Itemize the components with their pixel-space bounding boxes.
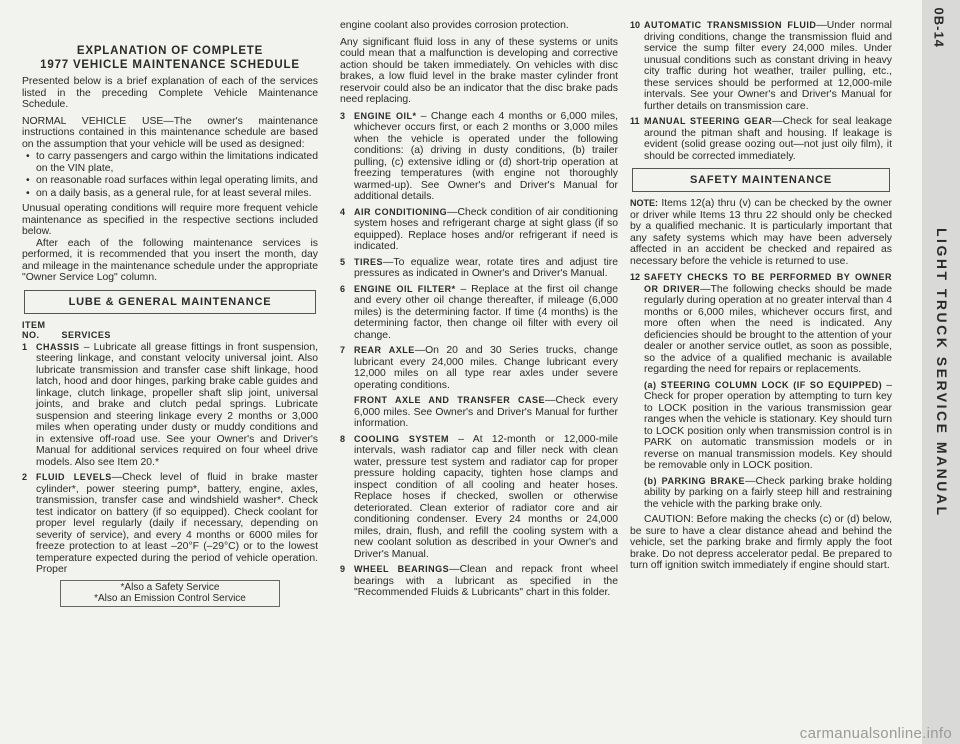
service-item-12 <box>630 272 892 376</box>
fluid-loss-paragraph: Any significant fluid loss in any of these systems or units could mean that a malfunction is developing and corrective action should be taken immediately. On vehicles with disc brakes, a low fluid level in the brake master cylinder front reservoir could also be an indicator that the disc brake pads need replacing. <box>340 36 618 105</box>
coolant-continuation: engine coolant also provides corrosion protection. <box>340 20 569 31</box>
item-text: —Check for seal leakage around the pitman shaft and housing. If leakage is evident (solid grease oozing out—not just oily film), it should be corrected immediately. <box>644 116 892 162</box>
item-number: 2 <box>22 472 28 482</box>
item-text: —To equalize wear, rotate tires and adjust tire pressures as indicated in Owner's and Driver's Manual. <box>354 256 618 279</box>
normal-use-paragraph: NORMAL VEHICLE USE—The owner's maintenance instructions contained in this maintenance schedule are based on the assumption that your vehicle will be used as designed: <box>22 115 318 150</box>
item-number: 7 <box>340 345 346 355</box>
item-text: —Check every 6,000 miles. See Owner's and Driver's Manual for further information. <box>354 395 618 429</box>
sub-item-keyword: (a) STEERING COLUMN LOCK (IF SO EQUIPPED) <box>644 379 883 390</box>
page-title <box>22 44 318 72</box>
table-column-headers <box>22 320 318 340</box>
sub-item-text: —Check parking brake holding ability by parking on a fairly steep hill and restraining the vehicle with the parking brake only. <box>644 475 892 510</box>
item-number: 10 <box>630 20 641 30</box>
column-right <box>630 20 892 577</box>
service-item-5 <box>340 257 618 280</box>
list-item: • to carry passengers and cargo within the limitations indicated on the VIN plate, <box>36 151 318 174</box>
column-header-item: ITEM <box>22 319 46 330</box>
note-label: NOTE: <box>630 198 658 208</box>
page-title-line2: 1977 VEHICLE MAINTENANCE SCHEDULE <box>40 59 300 71</box>
item-number: 11 <box>630 116 640 126</box>
item-text: —The following checks should be made regularly during operation at no greater interval than 4 months or 6,000 miles, whichever occurs first, and more often when the need is indicated. Any deficiencies should be brought to the attention of your dealer or another service outlet, as soon as possible, so the advice of a qualified mechanic is available regarding the need for repairs or replacements. <box>644 283 893 375</box>
item-text: —Clean and repack front wheel bearings with a lubricant as specified in the "Recommended Fluids & Lubricants" chart in this folder. <box>354 564 618 598</box>
footnote-box <box>60 580 280 607</box>
item-keyword: CHASSIS <box>36 341 80 352</box>
service-item-9 <box>340 564 618 599</box>
item-text: – Change each 4 months or 6,000 miles, whichever occurs first, or each 2 months or 3,000 miles when the vehicle is operated under the following conditions: (a) driving in dusty conditions, (b) trailer pulling, (c) extensive idling or (d) short-trip operation at freezing temperatures (with engine not thoroughly warmed-up). See Owner's and Driver's Manual for additional details. <box>354 110 618 202</box>
item-text: – Lubricate all grease fittings in front suspension, steering linkage, and constant velocity universal joint. Also lubricate transmission and transfer case shift linkage, hood latch, hood and door hinges, parking brake cable guides and linkage, clutch linkage, propeller shaft slip joint, universal joints, and brake and clutch pedal springs. Lubricate suspension and steering linkage every 2 months or 3,000 miles when operating under dusty or muddy conditions and in extensive off-road use. See your Owner's and Driver's Manual for additional services required on four wheel drive models. Also see Item 20.* <box>36 341 318 468</box>
service-item-7 <box>340 345 618 391</box>
service-item-7-front-axle <box>340 395 618 430</box>
service-item-11 <box>630 116 892 162</box>
service-item-10 <box>630 20 892 112</box>
service-item-3 <box>340 111 618 203</box>
item-keyword: AIR CONDITIONING <box>354 206 448 217</box>
item-keyword: FLUID LEVELS <box>36 472 112 482</box>
item-keyword: ENGINE OIL* <box>354 110 417 121</box>
service-item-2 <box>22 472 318 576</box>
item-text: —On 20 and 30 Series trucks, change lubricant every 24,000 miles. Change lubricant every 12,000 miles on all type rear axles under severe operating conditions. <box>354 345 619 391</box>
column-header-services: SERVICES <box>61 329 111 340</box>
item-text: – At 12-month or 12,000-mile intervals, wash radiator cap and filler neck with clean water, pressure test system and radiator cap for proper pressure holding capacity, tighten hose clamps and inspect condition of all cooling and heater hoses. Replace hoses if checked, swollen or otherwise deteriorated. Clean exterior of radiator core and air conditioning condenser. Every 24 months or 24,000 miles, drain, flush, and refill the cooling system with a new coolant solution as described in your Owner's and Driver's Manual. <box>354 433 618 560</box>
list-item: • on reasonable road surfaces within legal operating limits, and <box>36 175 318 187</box>
intro-paragraph: Presented below is a brief explanation of each of the services listed in the preceding Complete Vehicle Maintenance Schedule. <box>22 76 318 110</box>
item-number: 1 <box>22 341 28 352</box>
watermark: carmanualsonline.info <box>799 725 952 742</box>
item-keyword: AUTOMATIC TRANSMISSION FLUID <box>644 20 817 30</box>
service-item-4 <box>340 207 618 253</box>
list-item: • on a daily basis, as a general rule, for at least several miles. <box>36 188 318 200</box>
service-log-paragraph: After each of the following maintenance services is performed, it is recommended that you insert the month, day and mileage in the maintenance schedule under the appropriate "Owner Service Log" column. <box>22 237 318 283</box>
caution-paragraph: CAUTION: Before making the checks (c) or (d) below, be sure to have a clear distance ahead and behind the vehicle, set the parking brake and firmly apply the foot brake. Do not depress accelerator pedal. Be prepared to turn off ignition switch immediately if engine should start. <box>630 514 892 571</box>
item-text: —Check level of fluid in brake master cylinder*, power steering pump*, battery, engine, axles, transmission, transfer case and windshield washer*. Check test indicator on battery (if so equipped). Check coolant for proper level regularly (daily if necessary, depending on severity of service), and every 4 months or 6000 miles for freeze protection to at least –20°F (–29°C) or to the lowest temperature expected during the period of vehicle operation. Proper <box>36 472 318 575</box>
item-keyword: MANUAL STEERING GEAR <box>644 116 773 126</box>
item-keyword: FRONT AXLE AND TRANSFER CASE <box>354 395 546 405</box>
item-number: 12 <box>630 272 641 282</box>
item-text: – Replace at the first oil change and every other oil change thereafter, if mileage (6,000 miles) is the determining factor. If time (4 months) is the determining factor, then change oil filter with every oil change. <box>354 283 618 341</box>
use-conditions-list <box>22 151 318 199</box>
item-number: 3 <box>340 110 346 121</box>
item-keyword: TIRES <box>354 256 384 267</box>
item-text: —Check condition of air conditioning system hoses and refrigerant charge at sight glass (if so equipped). Replace hoses and/or refrigerant if need is indicated. <box>354 206 619 252</box>
side-banner <box>922 0 960 744</box>
item-keyword: ENGINE OIL FILTER* <box>354 283 456 294</box>
safety-section-header: SAFETY MAINTENANCE <box>632 168 890 192</box>
item-number: 8 <box>340 433 346 444</box>
service-item-6 <box>340 284 618 342</box>
item-keyword: WHEEL BEARINGS <box>354 564 450 574</box>
unusual-conditions-paragraph: Unusual operating conditions will require more frequent vehicle maintenance as specified in the respective sections included below. <box>22 203 318 237</box>
column-left <box>22 44 318 607</box>
column-middle <box>340 20 618 603</box>
item-keyword: SAFETY CHECKS TO BE PERFORMED BY OWNER OR DRIVER <box>644 272 892 294</box>
item-keyword: COOLING SYSTEM <box>354 433 449 444</box>
sub-item-keyword: (b) PARKING BRAKE <box>644 475 746 486</box>
lube-section-header: LUBE & GENERAL MAINTENANCE <box>24 290 316 314</box>
item-number: 6 <box>340 283 346 294</box>
page-title-line1: EXPLANATION OF COMPLETE <box>76 45 264 57</box>
item-number: 9 <box>340 564 346 574</box>
item-text: —Under normal driving conditions, change the transmission fluid and service the sump filter every 24,000 miles. Under unusual conditions such as constant driving in heavy city traffic during hot weather, trailer pulling, etc., these services should be performed at 12,000-mile intervals. See your Owner's and Driver's Manual for further details on transmission care. <box>644 20 892 112</box>
manual-title: LIGHT TRUCK SERVICE MANUAL <box>934 228 950 518</box>
column-header-no: NO. <box>22 329 40 340</box>
note-paragraph <box>630 198 892 267</box>
service-item-1 <box>22 342 318 469</box>
item-number: 4 <box>340 206 346 217</box>
sub-item-text: – Check for proper operation by attempting to turn key to LOCK position in the various transmission gear ranges when the vehicle is stationary. Key should turn to LOCK position only when transmission control is in PARK on automatic transmission models or in reverse on manual transmission models. Key should be removable only in LOCK position. <box>644 379 892 471</box>
note-text: Items 12(a) thru (v) can be checked by the owner or driver while Items 13 thru 22 should only be checked by a qualified mechanic. It is particularly important that any safety systems which may have been adversely affected in an accident be checked and repaired as necessary before the vehicle is returned to use. <box>630 198 892 267</box>
footnote-emission: *Also an Emission Control Service <box>94 593 246 604</box>
service-item-8 <box>340 434 618 561</box>
item-number: 5 <box>340 256 346 267</box>
footnote-safety: *Also a Safety Service <box>120 581 220 593</box>
page-number: 0B-14 <box>931 7 947 48</box>
sub-item-steering-lock <box>630 380 892 472</box>
sub-item-parking-brake <box>630 476 892 511</box>
item-keyword: REAR AXLE <box>354 345 415 355</box>
